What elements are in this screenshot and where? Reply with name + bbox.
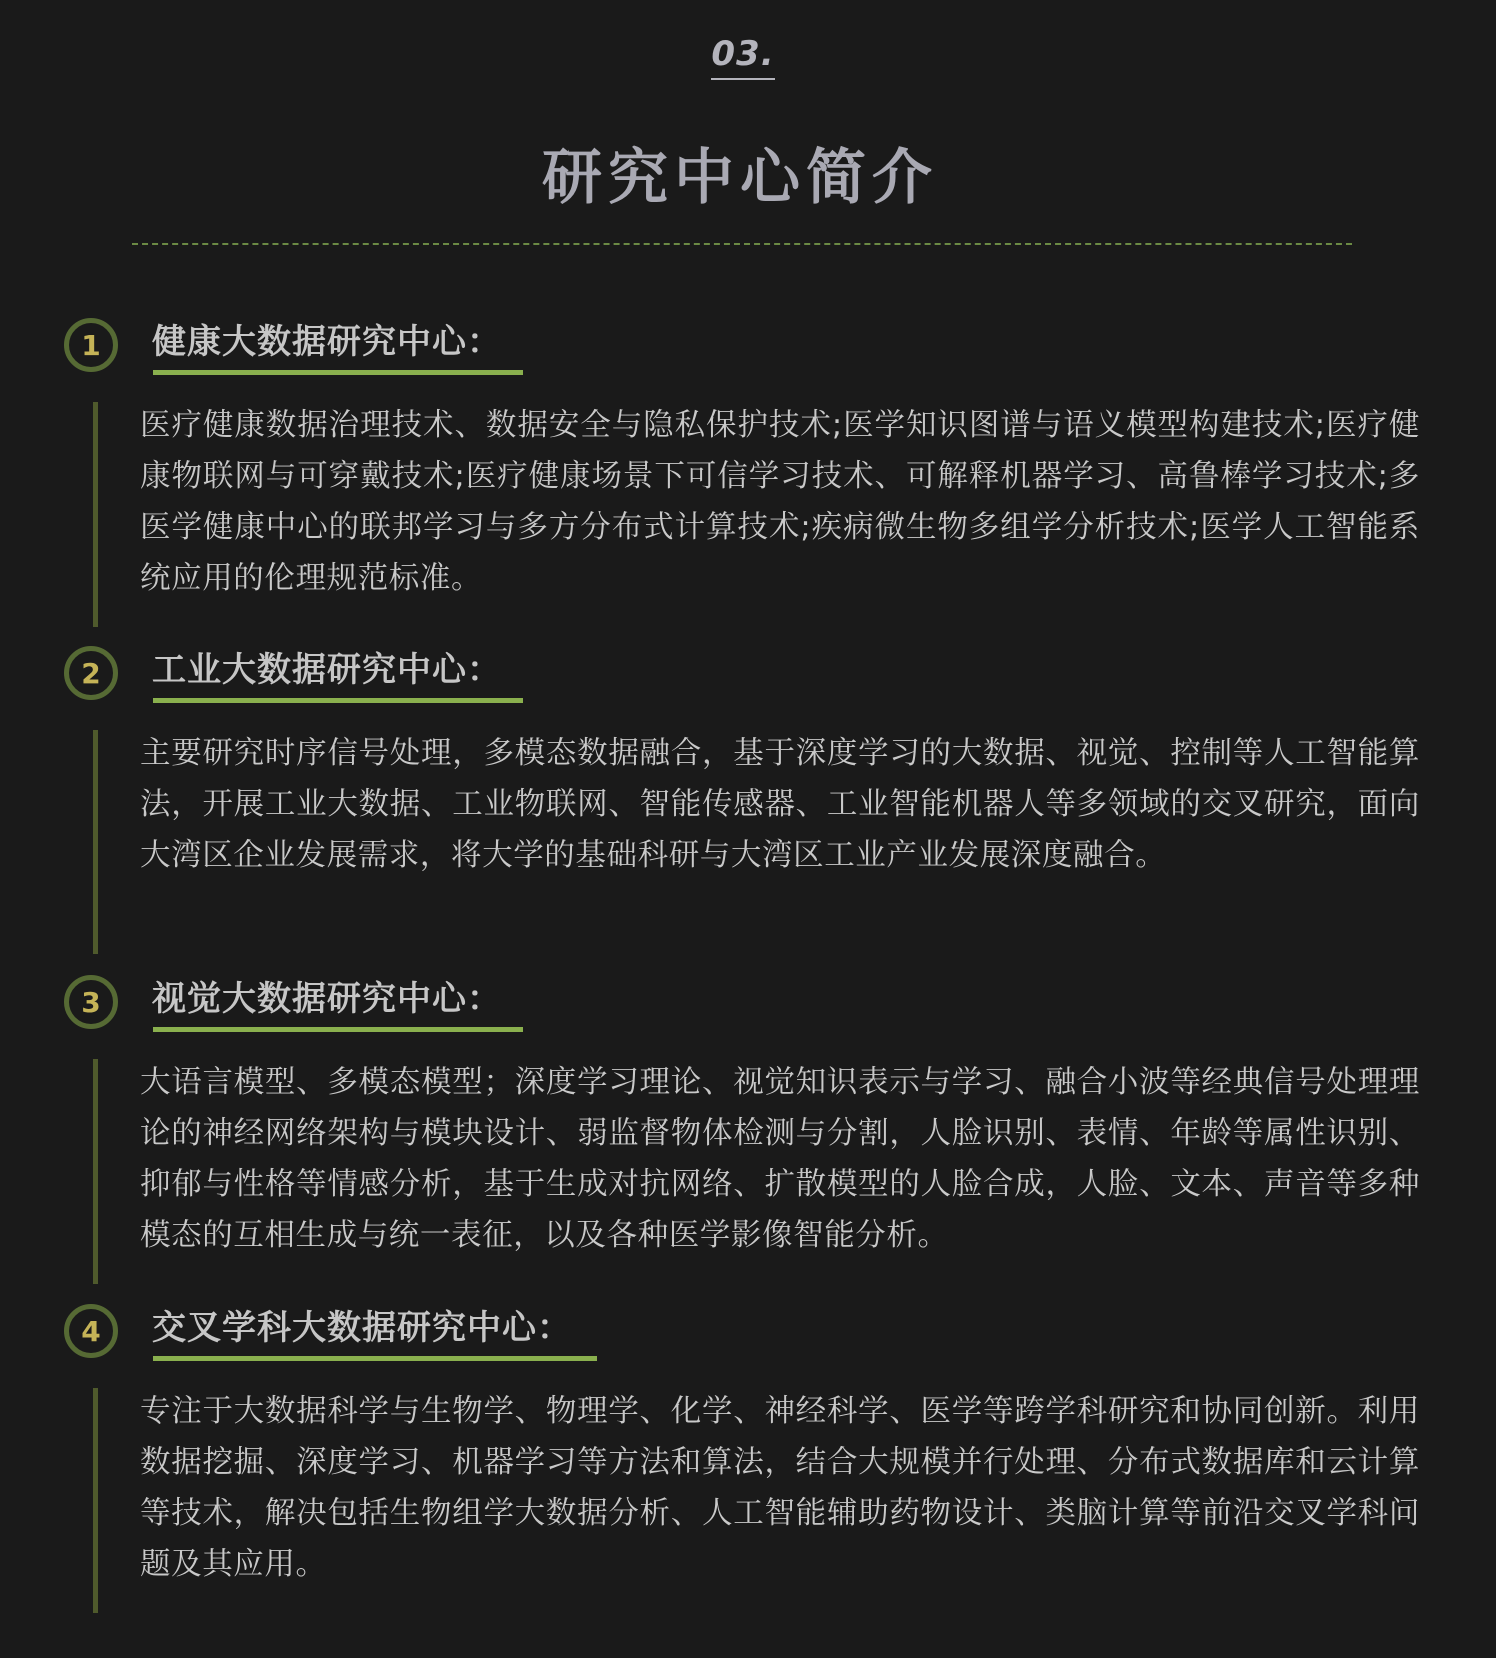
section-number [0,34,1486,80]
center-heading: 健康大数据研究中心： [152,322,502,362]
center-description: 大语言模型、多模态模型；深度学习理论、视觉知识表示与学习、融合小波等经典信号处理理论的神经网络架构与模块设计、弱监督物体检测与分割，人脸识别、表情、年龄等属性识别、抑郁与性格等情感分析，基于生成对抗网络、扩散模型的人脸合成，人脸、文本、声音等多种模态的互相生成与统一表征，以及各种医学影像智能分析。 [140,1065,1420,1253]
center-description: 医疗健康数据治理技术、数据安全与隐私保护技术;医学知识图谱与语义模型构建技术;医疗健康物联网与可穿戴技术;医疗健康场景下可信学习技术、可解释机器学习、高鲁棒学习技术;多医学健康中心的联邦学习与多方分布式计算技术;疾病微生物多组学分析技术;医学人工智能系统应用的伦理规范标准。 [140,408,1420,596]
side-line [93,730,98,954]
page-title: 研究中心简介 [542,143,938,213]
number-badge: 4 [64,1304,118,1358]
center-heading: 交叉学科大数据研究中心： [152,1308,572,1348]
heading-underline [153,1356,597,1361]
number-badge: 3 [64,975,118,1029]
heading-underline [153,698,523,703]
heading-underline [153,370,523,375]
center-heading: 工业大数据研究中心： [152,650,502,690]
center-description: 专注于大数据科学与生物学、物理学、化学、神经科学、医学等跨学科研究和协同创新。利用数据挖掘、深度学习、机器学习等方法和算法，结合大规模并行处理、分布式数据库和云计算等技术，解决包括生物组学大数据分析、人工智能辅助药物设计、类脑计算等前沿交叉学科问题及其应用。 [140,1394,1420,1582]
number-badge: 1 [64,318,118,372]
side-line [93,402,98,627]
side-line [93,1059,98,1284]
heading-underline [153,1027,523,1032]
section-number-text: 03. [711,34,774,80]
side-line [93,1388,98,1613]
center-description: 主要研究时序信号处理，多模态数据融合，基于深度学习的大数据、视觉、控制等人工智能算法，开展工业大数据、工业物联网、智能传感器、工业智能机器人等多领域的交叉研究，面向大湾区企业发展需求，将大学的基础科研与大湾区工业产业发展深度融合。 [140,736,1420,873]
center-heading: 视觉大数据研究中心： [152,979,502,1019]
number-badge: 2 [64,646,118,700]
title-divider [132,243,1352,245]
